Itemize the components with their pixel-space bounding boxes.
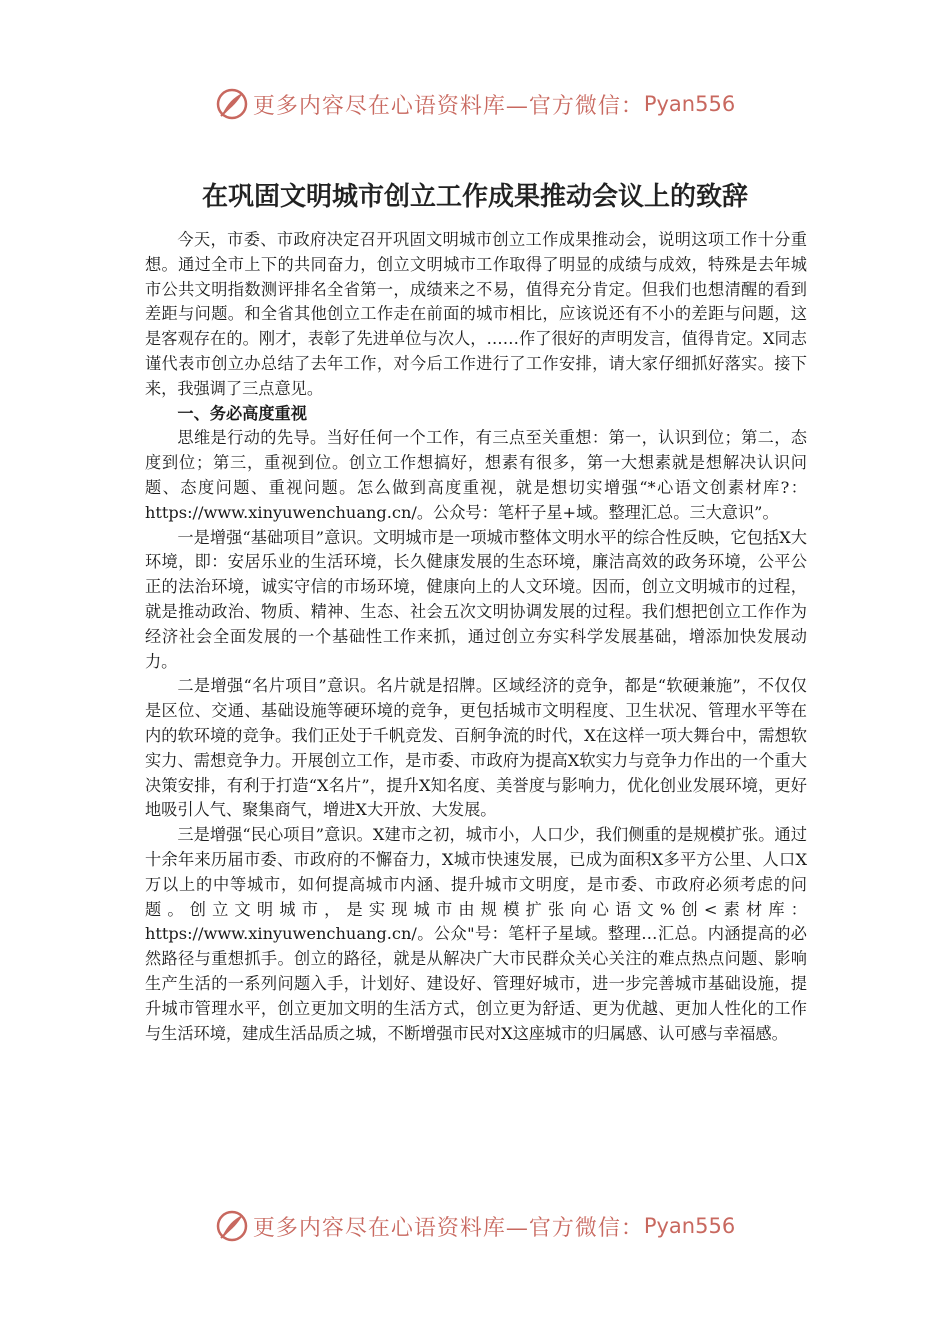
section-heading: 一、务必高度重视 — [177, 403, 307, 423]
intro-paragraph: 今天，市委、市政府决定召开巩固文明城市创立工作成果推动会，说明这项工作十分重想。通过全市上下的共同奋力，创立文明城市工作取得了明显的成绩与成效，特殊是去年城市公共文明指数测评排名全省第一，成绩来之不易，值得充分肯定。但我们也想清醒的看到差距与问题。和全省其他创立工作走在前面的城市相比，应该说还有不小的差距与问题，这是客观存在的。刚才，表彰了先进单位与次人，……作了很好的声明发言，值得肯定。X同志谨代表市创立办总结了去年工作，对今后工作进行了工作安排，请大家仔细抓好落实。接下来，我强调了三点意见。 — [145, 230, 807, 398]
footer-banner — [0, 1206, 950, 1246]
banner-account: Pyan556 — [643, 1214, 736, 1238]
body-paragraph: 思维是行动的先导。当好任何一个工作，有三点至关重想：第一，认识到位；第二，态度到位；第三，重视到位。创立工作想搞好，想素有很多，第一大想素就是想解决认识问题、态度问题、重视问题。怎么做到高度重视，就是想切实增强“*心语文创素材库?：https://www.xinyuwenchuang.cn/。公众号：笔杆子星+域。整理汇总。三大意识”。 — [145, 428, 807, 522]
banner-account: Pyan556 — [643, 92, 736, 116]
body-paragraph: 二是增强“名片项目”意识。名片就是招牌。区域经济的竞争，都是“软硬兼施”，不仅仅是区位、交通、基础设施等硬环境的竞争，更包括城市文明程度、卫生状况、管理水平等在内的软环境的竞争。我们正处于千帆竞发、百舸争流的时代，X在这样一项大舞台中，需想软实力、需想竞争力。开展创立工作，是市委、市政府为提高X软实力与竞争力作出的一个重大决策安排，有利于打造“X名片”，提升X知名度、美誉度与影响力，优化创业发展环境，更好地吸引人气、聚集商气，增进X大开放、大发展。 — [145, 676, 807, 820]
banner-text: 更多内容尽在心语资料库—官方微信： — [252, 1215, 644, 1241]
feather-pen-icon — [215, 1209, 249, 1243]
body-paragraph: 一是增强“基础项目”意识。文明城市是一项城市整体文明水平的综合性反映，它包括X大环境，即：安居乐业的生活环境，长久健康发展的生态环境，廉洁高效的政务环境，公平公正的法治环境，诚实守信的市场环境，健康向上的人文环境。因而，创立文明城市的过程，就是推动政治、物质、精神、生态、社会五次文明协调发展的过程。我们想把创立工作作为经济社会全面发展的一个基础性工作来抓，通过创立夯实科学发展基础，增添加快发展动力。 — [145, 527, 807, 671]
document-body — [145, 228, 807, 1046]
banner-text: 更多内容尽在心语资料库—官方微信： — [252, 93, 644, 119]
feather-pen-icon — [215, 87, 249, 121]
body-paragraph: 三是增强“民心项目”意识。X建市之初，城市小，人口少，我们侧重的是规模扩张。通过十余年来历届市委、市政府的不懈奋力，X城市快速发展，已成为面积X多平方公里、人口X万以上的中等城市，如何提高城市内涵、提升城市文明度，是市委、市政府必须考虑的问题。创立文明城市，是实现城市由规模扩张向心语文%创<素材库：https://www.xinyuwenchuang.cn/。公众"号：笔杆子星域。整理…汇总。内涵提高的必然路径与重想抓手。创立的路径，就是从解决广大市民群众关心关注的难点热点问题、影响生产生活的一系列问题入手，计划好、建设好、管理好城市，进一步完善城市基础设施，提升城市管理水平，创立更加文明的生活方式，创立更为舒适、更为优越、更加人性化的工作与生活环境，建成生活品质之城，不断增强市民对X这座城市的归属感、认可感与幸福感。 — [145, 825, 807, 1043]
header-banner — [0, 84, 950, 124]
document-title: 在巩固文明城市创立工作成果推动会议上的致辞 — [201, 182, 748, 212]
